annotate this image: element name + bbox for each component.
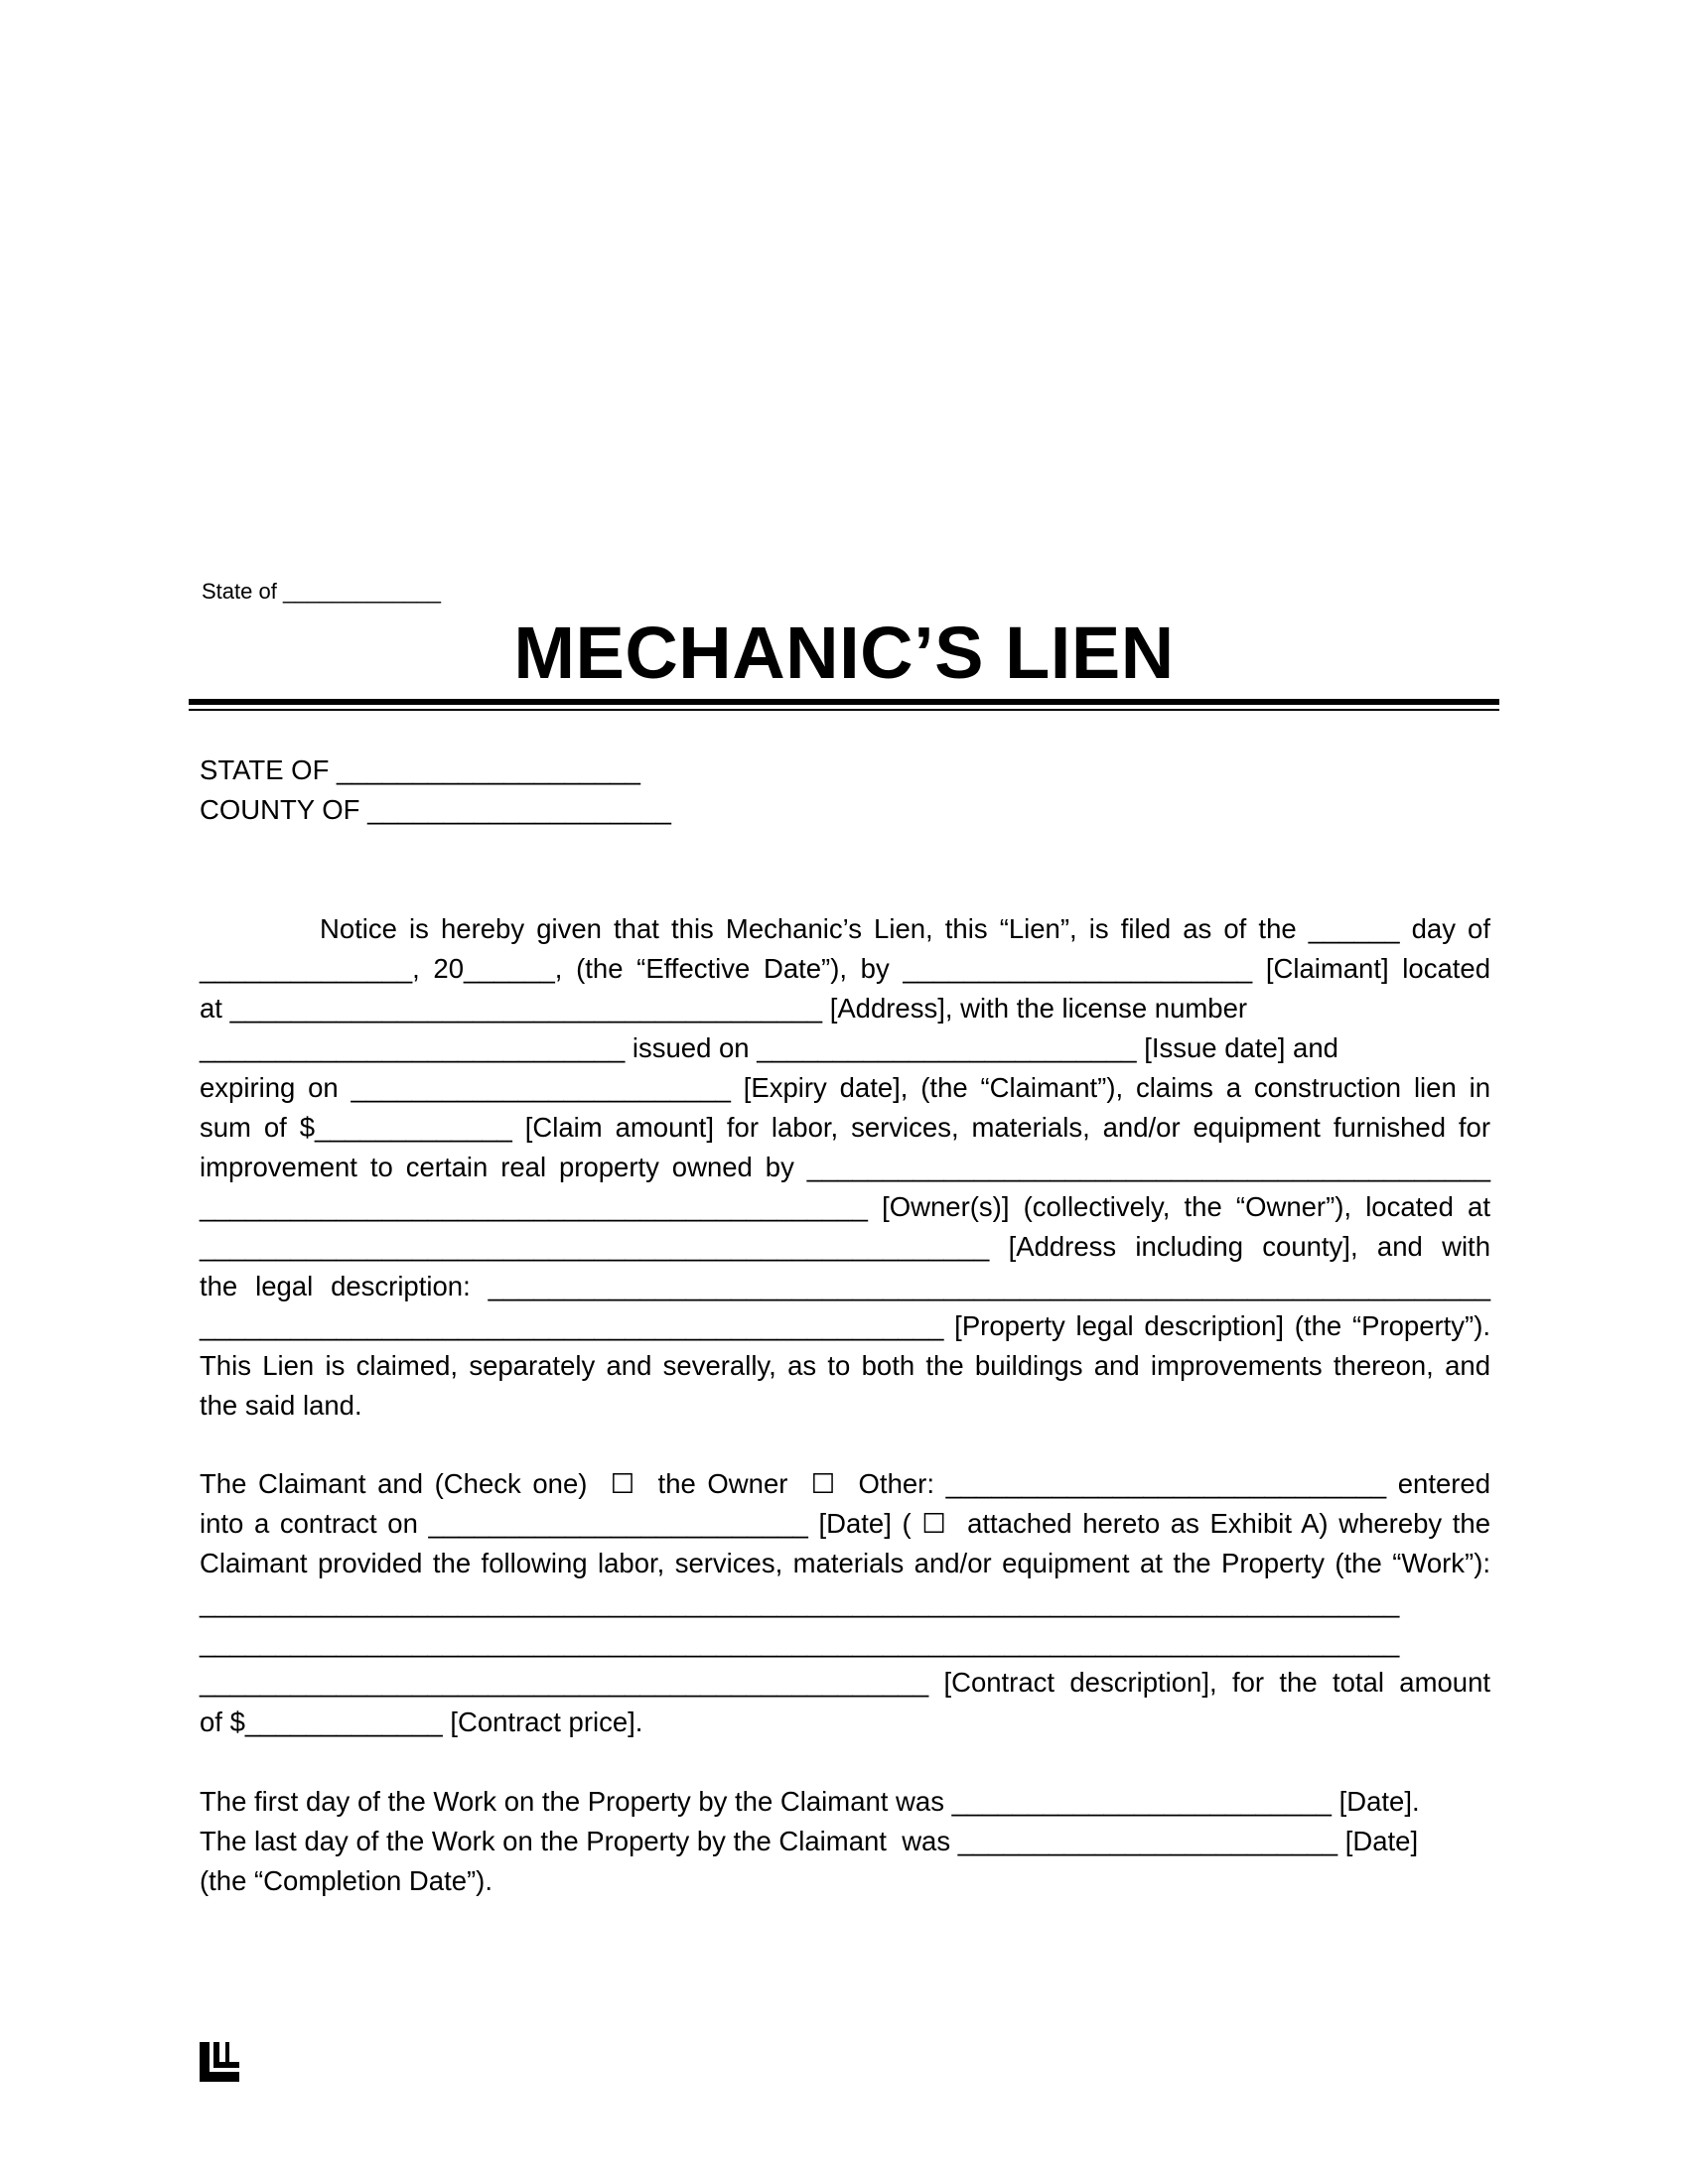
- completion-date-line: (the “Completion Date”).: [200, 1865, 492, 1896]
- contract-line: of $_____________ [Contract price].: [200, 1706, 643, 1737]
- title-divider-thick: [189, 699, 1499, 705]
- last-day-line: The last day of the Work on the Property by the Claimant was _________________________ [Date]: [200, 1826, 1419, 1856]
- notice-line: improvement to certain real property owned by _____________________________________________: [200, 1152, 1490, 1182]
- notice-line: the said land.: [200, 1390, 362, 1421]
- notice-line: ____________________________________________________ [Address including county], and with: [200, 1231, 1490, 1262]
- document-title: MECHANIC’S LIEN: [513, 612, 1175, 694]
- state-of-line: STATE OF ____________________: [200, 754, 640, 785]
- contract-line: into a contract on _________________________ [Date] ( ☐ attached hereto as Exhibit A) whereby the: [200, 1508, 1490, 1539]
- contract-line: Claimant provided the following labor, services, materials and/or equipment at the Property (the “Work”):: [200, 1548, 1490, 1578]
- contract-paragraph: [200, 1464, 1490, 1742]
- contract-description-blank: _______________________________________________________________________________: [200, 1627, 1400, 1658]
- contract-line: ________________________________________________ [Contract description], for the total amount: [200, 1667, 1490, 1698]
- contract-line: The Claimant and (Check one) ☐ the Owner ☐ Other: _____________________________ entered: [200, 1468, 1490, 1499]
- brand-logo-icon: [200, 2042, 239, 2082]
- county-of-line: COUNTY OF ____________________: [200, 794, 671, 825]
- notice-line: expiring on _________________________ [Expiry date], (the “Claimant”), claims a construction lien in: [200, 1072, 1490, 1103]
- notice-line: at _______________________________________ [Address], with the license number: [200, 993, 1248, 1024]
- notice-line: the legal description: __________________________________________________________________: [200, 1271, 1490, 1301]
- notice-paragraph: [200, 909, 1490, 1426]
- jurisdiction-block: [200, 751, 1490, 830]
- notice-line: ____________________________ issued on _________________________ [Issue date] and: [200, 1032, 1338, 1063]
- title-divider-thin: [189, 709, 1499, 711]
- work-dates-paragraph: [200, 1782, 1490, 1901]
- notice-line: _________________________________________________ [Property legal description] (the “Property”).: [200, 1310, 1490, 1341]
- contract-description-blank: _______________________________________________________________________________: [200, 1587, 1400, 1618]
- notice-line: ______________, 20______, (the “Effective Date”), by _______________________ [Claimant] located: [200, 953, 1490, 984]
- first-day-line: The first day of the Work on the Property by the Claimant was _________________________ [Date].: [200, 1786, 1420, 1817]
- notice-line: ____________________________________________ [Owner(s)] (collectively, the “Owner”), located at: [200, 1191, 1490, 1222]
- state-of-header-field: State of _____________: [202, 579, 442, 604]
- notice-line: sum of $_____________ [Claim amount] for labor, services, materials, and/or equipment furnished for: [200, 1112, 1490, 1143]
- notice-line: Notice is hereby given that this Mechanic’s Lien, this “Lien”, is filed as of the ______ day of: [200, 913, 1490, 944]
- notice-line: This Lien is claimed, separately and severally, as to both the buildings and improvements thereon, and: [200, 1350, 1490, 1381]
